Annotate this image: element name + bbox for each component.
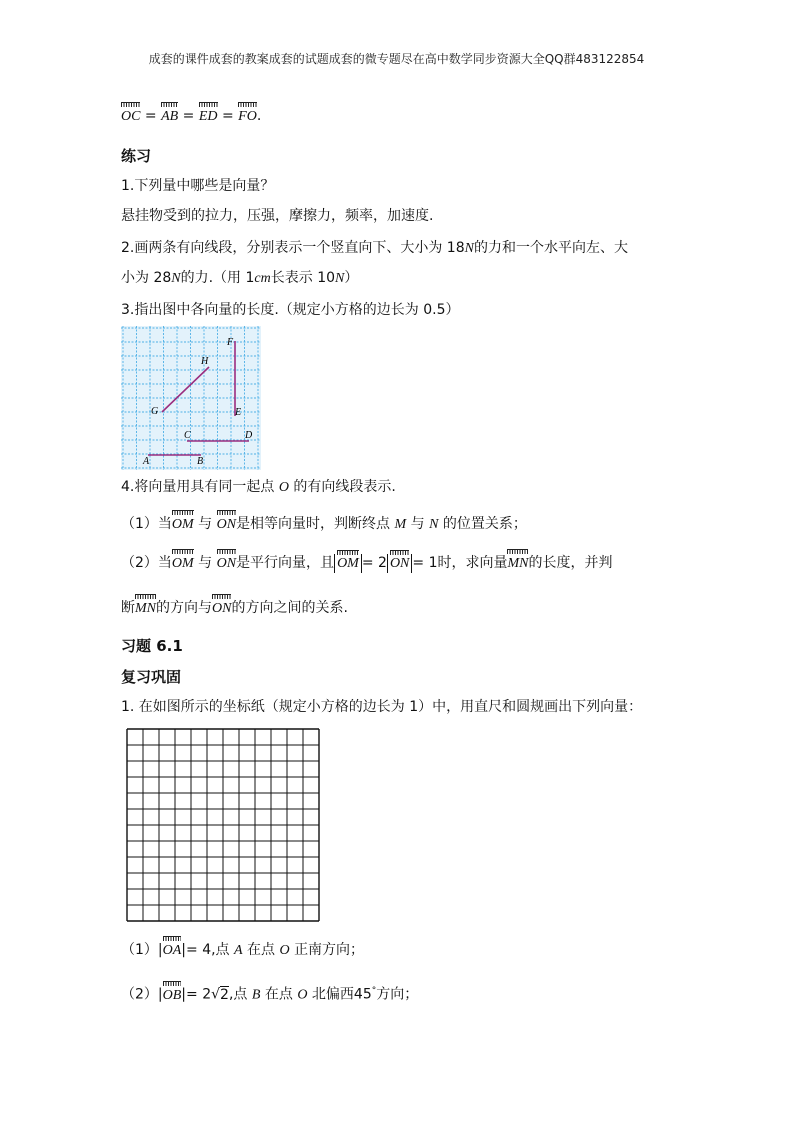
item2-text-d: 在点 — [264, 986, 293, 1003]
point-a-label: A — [143, 456, 150, 467]
q4-text-a: 4.将向量用具有同一起点 — [121, 479, 275, 495]
item1-text-a: （1）| — [121, 942, 163, 958]
sub2-text-b: 是平行向量，且 — [236, 555, 335, 571]
point-b-label: B — [197, 456, 204, 467]
word-yu: 与 — [410, 516, 425, 532]
practice-q2-line2 — [121, 268, 358, 289]
vector-ed: ED — [199, 107, 218, 127]
q2-text-a: 2.画两条有向线段，分别表示一个竖直向下、大小为 18 — [121, 240, 465, 256]
point-h-label: H — [201, 356, 209, 367]
vector-om: OM — [172, 515, 194, 535]
vector-fo: FO — [238, 107, 257, 127]
vector-on: ON — [217, 554, 236, 574]
vector-oc: OC — [121, 107, 140, 127]
period: . — [256, 108, 262, 124]
point-d-label: D — [245, 430, 253, 441]
paper-grid-lines — [127, 729, 319, 921]
item2-text-a: （2）| — [121, 986, 163, 1003]
unit-n: N — [464, 241, 474, 256]
point-g-label: G — [151, 406, 159, 417]
magnitude-om — [334, 554, 362, 573]
practice-q4-sub1 — [121, 514, 527, 535]
vector-grid-figure — [121, 326, 261, 470]
equals-sign: = — [144, 108, 157, 124]
vector-equality — [121, 106, 261, 127]
practice-q1: 1.下列量中哪些是向量？ — [121, 178, 275, 194]
q2-text-f: ） — [344, 270, 359, 286]
practice-q4-sub2 — [121, 553, 612, 574]
exercise-item-1 — [121, 940, 364, 961]
page-header: 成套的课件成套的教案成套的试题成套的微专题尽在高中数学同步资源大全QQ群483122854 — [148, 52, 645, 66]
vector-on: ON — [217, 515, 236, 535]
vector-oa: OA — [163, 941, 182, 961]
vector-on: ON — [212, 599, 231, 619]
sub1-text-b: 是相等向量时，判断终点 — [236, 516, 391, 532]
vector-om: OM — [172, 554, 194, 574]
equals-sign: = — [182, 108, 195, 124]
degree-symbol: ° — [371, 986, 377, 996]
unit-cm: cm — [254, 271, 271, 286]
point-o: O — [278, 480, 289, 495]
sub2-text-f: 的方向与 — [156, 600, 212, 616]
section-title-practice: 练习 — [121, 147, 152, 165]
sub2-text-g: 的方向之间的关系. — [231, 600, 348, 616]
q2-text-e: 长表示 10 — [270, 270, 336, 286]
item1-text-d: 在点 — [247, 942, 276, 958]
point-f-label: F — [227, 337, 234, 348]
q2-text-d: 的力.（用 1 — [180, 270, 255, 286]
vector-mn: MN — [135, 599, 156, 619]
sqrt-radicand: 2 — [220, 986, 229, 1003]
item2-value: |= 2 — [181, 986, 212, 1003]
point-o: O — [279, 943, 290, 958]
equals-two: = 2 — [361, 555, 387, 571]
equals-sign: = — [221, 108, 234, 124]
sub2-text-a: （2）当 — [121, 555, 172, 571]
vector-on: ON — [389, 556, 410, 571]
magnitude-on — [387, 554, 412, 573]
item1-text-e: 正南方向； — [294, 942, 365, 958]
point-m: M — [394, 517, 407, 532]
q2-text-c: 小为 28 — [121, 270, 172, 286]
sub2-text-d: 的长度，并判 — [528, 555, 613, 571]
vector-ab: AB — [161, 107, 178, 127]
practice-q1-items: 悬挂物受到的拉力，压强，摩擦力，频率，加速度. — [121, 208, 434, 224]
point-a: A — [234, 943, 243, 958]
point-e-label: E — [235, 407, 242, 418]
vector-mn: MN — [507, 554, 528, 574]
word-yu: 与 — [198, 555, 213, 571]
item2-text-f: 方向； — [376, 986, 419, 1003]
item1-value: |= 4 — [181, 942, 212, 958]
equals-one: = 1 — [412, 555, 438, 571]
vector-om: OM — [337, 556, 359, 571]
vector-ob: OB — [163, 986, 182, 1006]
sub1-text-c: 的位置关系； — [442, 516, 527, 532]
sqrt-symbol: √ — [211, 986, 221, 1003]
practice-q3: 3.指出图中各向量的长度.（规定小方格的边长为 0.5） — [121, 302, 460, 318]
sub2-text-c: 时，求向量 — [437, 555, 508, 571]
item2-text-e: 北偏西45 — [311, 986, 372, 1003]
point-o: O — [297, 987, 308, 1003]
section-title-exercise: 习题 6.1 — [121, 637, 183, 655]
point-c-label: C — [184, 430, 191, 441]
practice-q4-sub2-cont — [121, 598, 348, 619]
exercise-q1: 1. 在如图所示的坐标纸（规定小方格的边长为 1）中，用直尺和圆规画出下列向量： — [121, 699, 643, 715]
q4-text-b: 的有向线段表示. — [293, 479, 396, 495]
unit-n: N — [335, 271, 345, 286]
item1-text-c: ,点 — [211, 942, 230, 958]
coordinate-paper-grid — [126, 728, 320, 922]
sub1-text-a: （1）当 — [121, 516, 172, 532]
exercise-item-2 — [121, 981, 418, 1006]
practice-q2-line1 — [121, 238, 628, 259]
practice-q4 — [121, 477, 396, 498]
point-b: B — [251, 987, 261, 1003]
q2-text-b: 的力和一个水平向左、大 — [473, 240, 628, 256]
sub2-text-e: 断 — [121, 600, 135, 616]
section-subtitle-review: 复习巩固 — [121, 668, 182, 686]
unit-n: N — [171, 271, 181, 286]
point-n: N — [429, 517, 439, 532]
item2-text-c: ,点 — [228, 986, 248, 1003]
word-yu: 与 — [198, 516, 213, 532]
